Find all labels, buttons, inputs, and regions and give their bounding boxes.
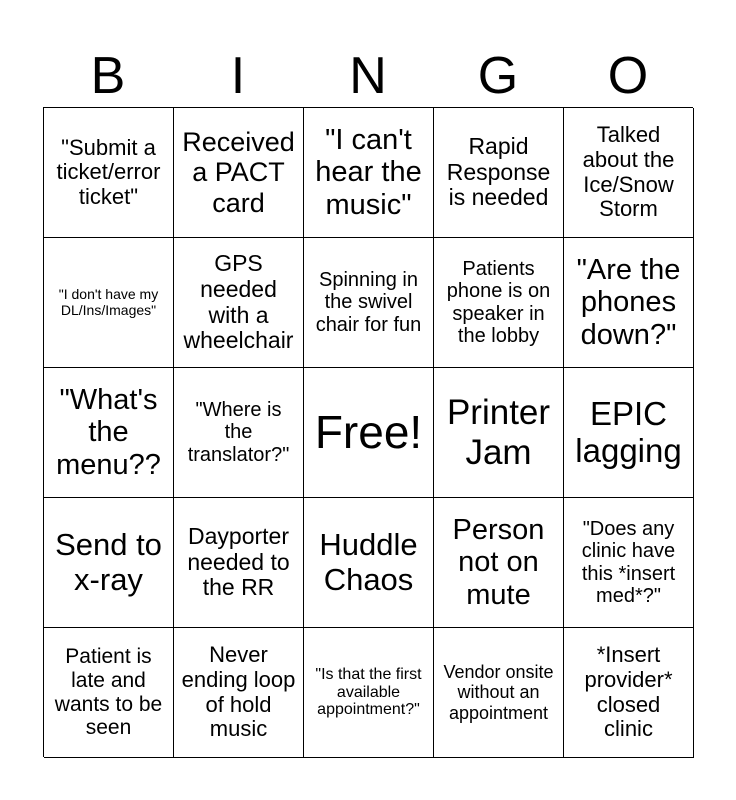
bingo-cell[interactable] (44, 108, 174, 238)
cell-text: Patients phone is on speaker in the lobby (446, 257, 551, 347)
bingo-board (43, 107, 693, 757)
cell-text: "Is that the first available appointment?" (315, 665, 422, 719)
cell-text: Vendor onsite without an appointment (443, 662, 554, 723)
bingo-cell[interactable] (434, 498, 564, 628)
bingo-cell[interactable] (304, 108, 434, 238)
header-letter-i: I (230, 47, 246, 105)
bingo-cell[interactable] (174, 368, 304, 498)
cell-text: Huddle Chaos (319, 526, 418, 597)
bingo-cell[interactable] (434, 238, 564, 368)
cell-text: "I don't have my DL/Ins/Images" (58, 285, 159, 318)
bingo-cell[interactable] (564, 368, 694, 498)
cell-text: "Are the phones down?" (576, 253, 681, 351)
bingo-cell[interactable] (434, 628, 564, 758)
header-letter-g: G (477, 47, 519, 105)
bingo-cell[interactable] (44, 368, 174, 498)
bingo-cell[interactable] (304, 238, 434, 368)
cell-text: Received a PACT card (182, 127, 295, 218)
cell-text: *Insert provider* closed clinic (584, 642, 673, 742)
cell-text: "I can't hear the music" (315, 123, 422, 221)
bingo-cell[interactable] (44, 238, 174, 368)
cell-text: Patient is late and wants to be seen (54, 645, 163, 740)
bingo-cell[interactable] (304, 628, 434, 758)
bingo-cell[interactable] (564, 108, 694, 238)
bingo-cell[interactable] (434, 108, 564, 238)
cell-text: Never ending loop of hold music (181, 642, 296, 742)
bingo-cell[interactable] (174, 628, 304, 758)
cell-text: Dayporter needed to the RR (187, 522, 290, 601)
bingo-header (43, 46, 693, 106)
cell-text: "Does any clinic have this *insert med*?" (581, 517, 676, 607)
bingo-cell[interactable] (304, 498, 434, 628)
bingo-cell[interactable] (44, 498, 174, 628)
bingo-cell[interactable] (174, 108, 304, 238)
cell-text: "Submit a ticket/error ticket" (56, 134, 161, 209)
cell-text: EPIC lagging (575, 394, 682, 469)
cell-text: Rapid Response is needed (446, 132, 551, 211)
bingo-cell[interactable] (174, 238, 304, 368)
cell-text: "What's the menu?? (56, 383, 161, 481)
cell-text: Free! (314, 405, 423, 458)
header-letter-b: B (90, 47, 126, 105)
bingo-cell[interactable] (564, 498, 694, 628)
cell-text: "Where is the translator?" (187, 398, 290, 466)
header-letter-o: O (607, 47, 649, 105)
free-space-cell[interactable] (304, 368, 434, 498)
bingo-cell[interactable] (174, 498, 304, 628)
cell-text: GPS needed with a wheelchair (183, 250, 294, 354)
cell-text: Printer Jam (446, 393, 551, 472)
bingo-cell[interactable] (564, 628, 694, 758)
bingo-cell[interactable] (44, 628, 174, 758)
cell-text: Spinning in the swivel chair for fun (315, 268, 422, 336)
bingo-cell[interactable] (564, 238, 694, 368)
cell-text: Send to x-ray (55, 526, 162, 597)
cell-text: Talked about the Ice/Snow Storm (582, 122, 675, 222)
header-letter-n: N (349, 47, 387, 105)
bingo-cell[interactable] (434, 368, 564, 498)
cell-text: Person not on mute (452, 513, 545, 611)
